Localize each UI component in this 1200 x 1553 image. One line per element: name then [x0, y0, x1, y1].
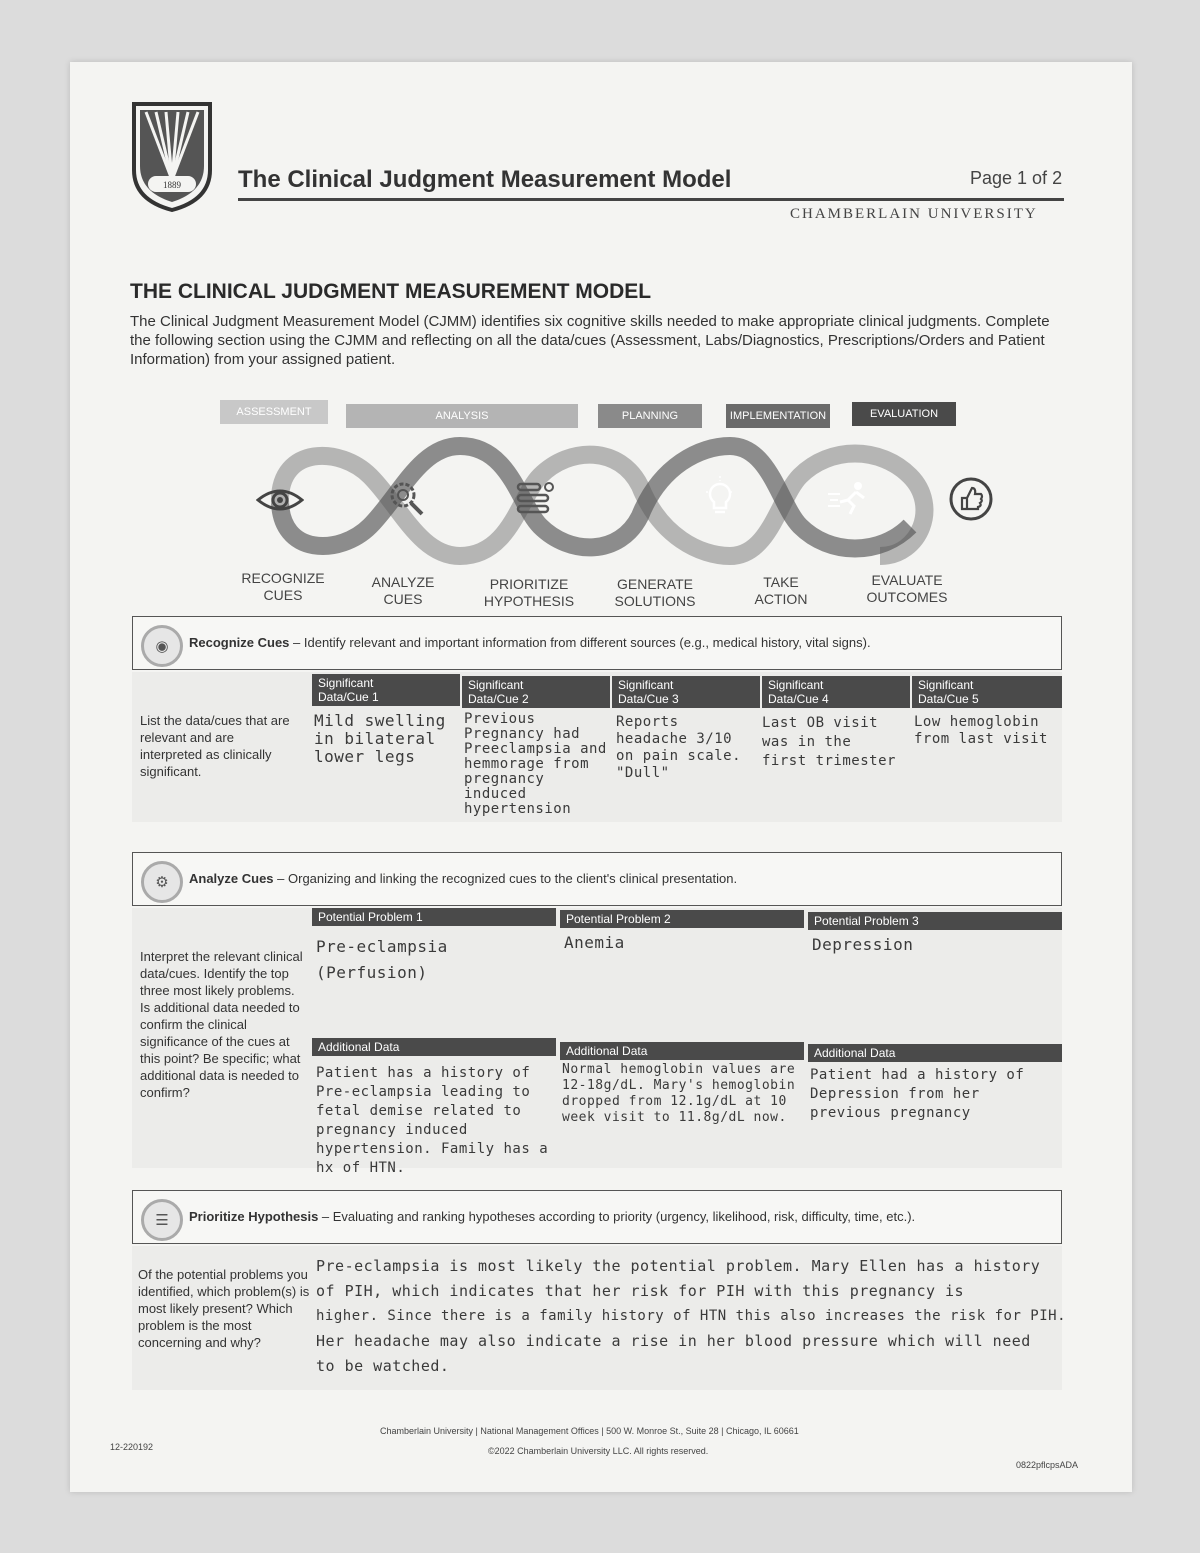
university-crest-icon — [130, 100, 214, 212]
analyze-cues-title: Analyze Cues – Organizing and linking the recognized cues to the client's clinical presentation. — [189, 871, 738, 886]
eye-icon: ◉ — [141, 625, 183, 667]
prioritize-hypothesis-title: Prioritize Hypothesis – Evaluating and ranking hypotheses according to priority (urgency, likelihood, risk, difficulty, time, etc.). — [189, 1209, 916, 1224]
thumbs-up-icon — [948, 476, 994, 522]
problem-answer-3: Depression — [812, 935, 914, 954]
analyze-cues-panel — [132, 908, 1062, 1176]
document-page — [70, 62, 1132, 1492]
recognize-prompt: List the data/cues that are relevant and are interpreted as clinically significant. — [140, 713, 290, 779]
problem-answer-2: Anemia — [564, 933, 625, 952]
phase-evaluation: EVALUATION — [852, 402, 956, 426]
gear-magnifier-icon — [386, 478, 426, 518]
phase-implementation: IMPLEMENTATION — [726, 404, 830, 428]
list-icon — [516, 480, 556, 516]
footer-code-right: 0822pflcpsADA — [1016, 1460, 1079, 1470]
additional-header-1: Additional Data — [312, 1038, 556, 1056]
cue-header-3: Significant Data/Cue 3 — [612, 676, 760, 708]
phase-planning: PLANNING — [598, 404, 702, 428]
cue-header-4: Significant Data/Cue 4 — [762, 676, 910, 708]
gear-magnifier-icon: ⚙ — [141, 861, 183, 903]
problem-header-3: Potential Problem 3 — [808, 912, 1062, 930]
footer-copyright: ©2022 Chamberlain University LLC. All rights reserved. — [488, 1446, 709, 1456]
cue-answer-1: Mild swelling in bilateral lower legs — [314, 711, 446, 766]
crest-year: 1889 — [163, 180, 181, 190]
problem-header-1: Potential Problem 1 — [312, 908, 556, 926]
problem-answer-1: Pre-eclampsia (Perfusion) — [316, 937, 448, 982]
phase-assessment: ASSESSMENT — [220, 400, 328, 424]
additional-answer-3: Patient had a history of Depression from her previous pregnancy — [810, 1067, 1025, 1121]
runner-icon — [826, 480, 872, 516]
header-divider — [238, 198, 1064, 201]
lightbulb-icon — [704, 476, 736, 520]
prioritize-hypothesis-header — [132, 1190, 1062, 1244]
cue-answer-2: Previous Pregnancy had Preeclampsia and hemmorage from pregnancy induced hypertension — [464, 711, 607, 817]
additional-header-3: Additional Data — [808, 1044, 1062, 1062]
step-take-action: TAKE ACTION — [754, 574, 808, 607]
list-icon: ☰ — [141, 1199, 183, 1241]
cue-header-2: Significant Data/Cue 2 — [462, 676, 610, 708]
section-intro: The Clinical Judgment Measurement Model (CJMM) identifies six cognitive skills needed to make appropriate clinical judgments. Complete the following section using the CJMM and reflecting on all the data/cues (Assessment, Labs/Diagnostics, Prescriptions/Orders and Patient Information) from your assigned patient. — [130, 313, 1050, 368]
cue-answer-4: Last OB visit was in the first trimester — [762, 715, 896, 769]
cue-answer-5: Low hemoglobin from last visit — [914, 714, 1048, 747]
document-title: The Clinical Judgment Measurement Model — [238, 166, 732, 193]
eye-icon — [256, 482, 304, 518]
prioritize-answer: Pre-eclampsia is most likely the potential problem. Mary Ellen has a history of PIH, which indicates that her risk for PIH with this pregnancy is higher. Since there is a family history of HTN this also increases the risk for PIH. Her headache may also indicate a rise in her blood pressure which will need to be watched. — [316, 1257, 1067, 1375]
analyze-prompt: Interpret the relevant clinical data/cues. Identify the top three most likely problems. Is additional data needed to confirm the clinical significance of the cues at this point? Be specific; what additional data is needed to confirm? — [140, 949, 303, 1100]
recognize-cues-panel — [132, 672, 1062, 822]
section-heading: THE CLINICAL JUDGMENT MEASUREMENT MODEL — [130, 280, 652, 303]
step-evaluate-outcomes: EVALUATE OUTCOMES — [866, 572, 948, 605]
cjmm-diagram — [220, 400, 980, 610]
additional-header-2: Additional Data — [560, 1042, 804, 1060]
step-generate-solutions: GENERATE SOLUTIONS — [614, 576, 696, 609]
recognize-cues-header — [132, 616, 1062, 670]
cue-header-1: Significant Data/Cue 1 — [312, 674, 460, 706]
university-name: CHAMBERLAIN UNIVERSITY — [790, 206, 1038, 222]
additional-answer-2: Normal hemoglobin values are 12-18g/dL. Mary's hemoglobin dropped from 12.1g/dL at 10 week visit to 11.8g/dL now. — [562, 1062, 796, 1125]
cue-answer-3: Reports headache 3/10 on pain scale. "Dull" — [616, 714, 742, 781]
step-recognize-cues: RECOGNIZE CUES — [241, 570, 325, 603]
prioritize-hypothesis-panel — [132, 1246, 1067, 1390]
recognize-cues-title: Recognize Cues – Identify relevant and important information from different sources (e.g., medical history, vital signs). — [189, 635, 871, 650]
phase-analysis: ANALYSIS — [346, 404, 578, 428]
step-analyze-cues: ANALYZE CUES — [371, 574, 435, 607]
cue-header-5: Significant Data/Cue 5 — [912, 676, 1062, 708]
step-prioritize-hypothesis: PRIORITIZE HYPOTHESIS — [483, 576, 575, 609]
additional-answer-1: Patient has a history of Pre-eclampsia leading to fetal demise related to pregnancy induced hypertension. Family has a hx of HTN. — [316, 1065, 549, 1176]
problem-header-2: Potential Problem 2 — [560, 910, 804, 928]
footer-code-left: 12-220192 — [110, 1442, 154, 1452]
prioritize-prompt: Of the potential problems you identified, which problem(s) is most likely present? Which problem is the most concerning and why? — [138, 1267, 310, 1350]
analyze-cues-header — [132, 852, 1062, 906]
page-number: Page 1 of 2 — [970, 168, 1063, 188]
footer-address: Chamberlain University | National Management Offices | 500 W. Monroe St., Suite 28 | Chicago, IL 60661 — [380, 1426, 799, 1436]
